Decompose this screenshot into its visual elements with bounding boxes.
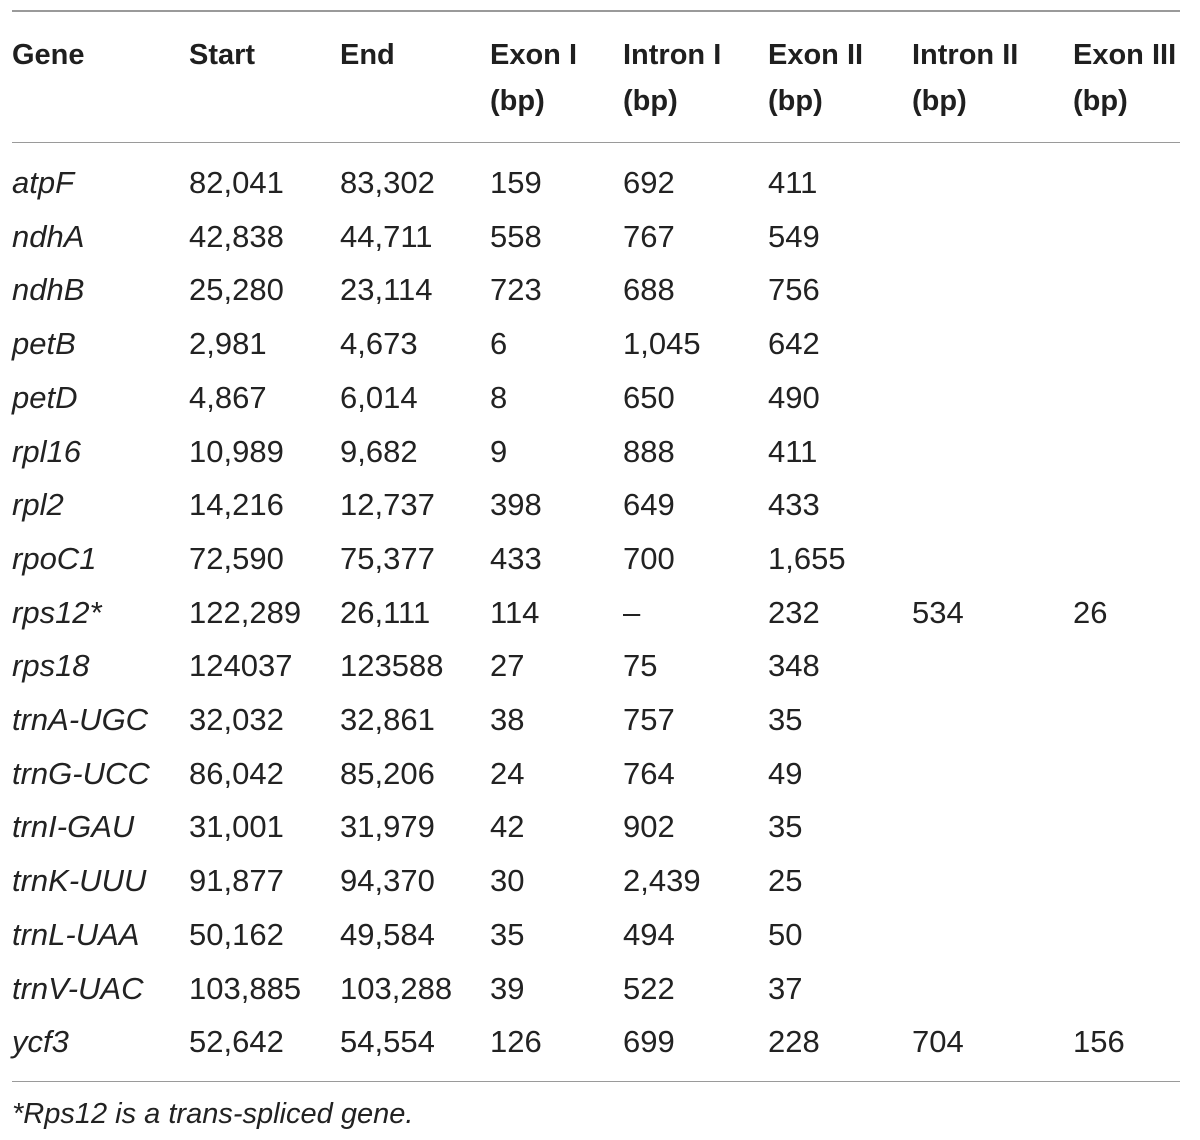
- cell-exon-ii: 50: [768, 916, 803, 952]
- cell-gene: ndhA: [12, 218, 85, 254]
- cell-exon-i: 38: [490, 702, 525, 738]
- cell-intron-i: 757: [623, 702, 675, 738]
- cell-start: 10,989: [189, 433, 284, 469]
- cell-end: 31,979: [340, 809, 435, 845]
- cell-intron-i: 1,045: [623, 326, 701, 362]
- table-row: [12, 1015, 1180, 1069]
- table-row: [12, 854, 1180, 908]
- cell-exon-iii: [1073, 263, 1180, 317]
- cell-end: 85,206: [340, 755, 435, 791]
- cell-exon-ii: 433: [768, 487, 820, 523]
- column-header-label: End: [340, 39, 395, 71]
- cell-intron-ii: [912, 156, 1073, 210]
- cell-exon-i: 9: [490, 433, 508, 469]
- cell-exon-iii: [1073, 317, 1180, 371]
- cell-exon-i: 39: [490, 970, 525, 1006]
- cell-gene: trnV-UAC: [12, 970, 144, 1006]
- cell-gene: trnI-GAU: [12, 809, 135, 845]
- cell-gene: trnA-UGC: [12, 702, 149, 738]
- cell-intron-ii: [912, 854, 1073, 908]
- cell-exon-i: 8: [490, 379, 508, 415]
- cell-gene: trnK-UUU: [12, 863, 147, 899]
- cell-intron-ii: [912, 478, 1073, 532]
- cell-end: 83,302: [340, 165, 435, 200]
- cell-start: 14,216: [189, 487, 284, 523]
- cell-intron-i: 522: [623, 970, 675, 1006]
- header-row: [12, 12, 1180, 142]
- table-row: [12, 263, 1180, 317]
- cell-intron-i: –: [623, 594, 641, 630]
- cell-end: 32,861: [340, 702, 435, 738]
- table-row: [12, 747, 1180, 801]
- cell-exon-iii: 26: [1073, 594, 1108, 630]
- column-header-unit: (bp): [912, 85, 967, 117]
- cell-intron-ii: 534: [912, 594, 964, 630]
- cell-start: 31,001: [189, 809, 284, 845]
- column-header-label: Intron I: [623, 39, 722, 71]
- cell-end: 23,114: [340, 272, 433, 308]
- cell-exon-i: 433: [490, 540, 542, 576]
- cell-gene: atpF: [12, 165, 75, 200]
- column-header-gene: [12, 12, 189, 142]
- cell-exon-ii: 35: [768, 809, 803, 845]
- cell-start: 50,162: [189, 916, 284, 952]
- cell-start: 52,642: [189, 1024, 284, 1060]
- cell-intron-ii: [912, 425, 1073, 479]
- cell-intron-ii: [912, 800, 1073, 854]
- cell-exon-ii: 25: [768, 863, 803, 899]
- cell-end: 6,014: [340, 379, 418, 415]
- cell-start: 82,041: [189, 165, 284, 200]
- cell-intron-i: 700: [623, 540, 675, 576]
- cell-end: 103,288: [340, 970, 453, 1006]
- table-body: [12, 156, 1180, 1069]
- cell-intron-i: 888: [623, 433, 675, 469]
- cell-intron-i: 902: [623, 809, 675, 845]
- cell-intron-i: 688: [623, 272, 675, 308]
- cell-gene: trnG-UCC: [12, 755, 150, 791]
- column-header-end: [340, 12, 490, 142]
- cell-exon-i: 27: [490, 648, 525, 684]
- table-header: [12, 12, 1180, 142]
- cell-intron-ii: [912, 317, 1073, 371]
- cell-gene: ycf3: [12, 1024, 69, 1060]
- table-row: [12, 586, 1180, 640]
- cell-exon-iii: [1073, 854, 1180, 908]
- column-header-exon-i: [490, 12, 623, 142]
- cell-exon-iii: 156: [1073, 1024, 1125, 1060]
- cell-start: 2,981: [189, 326, 267, 362]
- cell-exon-i: 558: [490, 218, 542, 254]
- gene-table-body: [12, 156, 1180, 1069]
- table-row: [12, 908, 1180, 962]
- cell-exon-ii: 1,655: [768, 540, 846, 576]
- column-header-start: [189, 12, 340, 142]
- cell-intron-ii: [912, 693, 1073, 747]
- cell-intron-ii: [912, 371, 1073, 425]
- cell-end: 75,377: [340, 540, 435, 576]
- table-row: [12, 425, 1180, 479]
- cell-intron-i: 767: [623, 218, 675, 254]
- cell-exon-i: 159: [490, 165, 542, 200]
- column-header-unit: (bp): [1073, 85, 1128, 117]
- cell-intron-i: 699: [623, 1024, 675, 1060]
- table-footnote: *Rps12 is a trans-spliced gene.: [12, 1097, 414, 1130]
- cell-intron-i: 75: [623, 648, 658, 684]
- cell-exon-i: 30: [490, 863, 525, 899]
- column-header-label: Intron II: [912, 39, 1019, 71]
- cell-exon-iii: [1073, 478, 1180, 532]
- column-header-unit: (bp): [768, 85, 823, 117]
- column-header-exon-ii: [768, 12, 912, 142]
- cell-exon-ii: 756: [768, 272, 820, 308]
- cell-exon-ii: 411: [768, 433, 818, 469]
- cell-end: 44,711: [340, 218, 433, 254]
- cell-intron-ii: [912, 263, 1073, 317]
- cell-intron-i: 764: [623, 755, 675, 791]
- cell-intron-ii: [912, 747, 1073, 801]
- cell-intron-i: 649: [623, 487, 675, 523]
- cell-intron-ii: [912, 908, 1073, 962]
- cell-intron-ii: 704: [912, 1024, 964, 1060]
- gene-table: [12, 12, 1180, 142]
- cell-end: 12,737: [340, 487, 435, 523]
- column-header-label: Exon II: [768, 39, 864, 71]
- cell-exon-i: 42: [490, 809, 525, 845]
- cell-gene: rps18: [12, 648, 90, 684]
- cell-exon-ii: 411: [768, 165, 818, 200]
- cell-intron-ii: [912, 532, 1073, 586]
- cell-exon-iii: [1073, 693, 1180, 747]
- cell-exon-ii: 549: [768, 218, 820, 254]
- column-header-intron-ii: [912, 12, 1073, 142]
- cell-intron-i: 494: [623, 916, 675, 952]
- cell-end: 9,682: [340, 433, 418, 469]
- cell-start: 103,885: [189, 970, 302, 1006]
- cell-gene: petD: [12, 379, 78, 415]
- cell-exon-iii: [1073, 156, 1180, 210]
- cell-exon-ii: 35: [768, 702, 803, 738]
- cell-exon-iii: [1073, 532, 1180, 586]
- cell-intron-ii: [912, 210, 1073, 264]
- cell-exon-i: 114: [490, 594, 540, 630]
- cell-exon-ii: 228: [768, 1024, 820, 1060]
- cell-exon-i: 6: [490, 326, 508, 362]
- cell-gene: petB: [12, 326, 76, 362]
- gene-table-container: [12, 10, 1180, 1134]
- table-row: [12, 532, 1180, 586]
- cell-gene: rpoC1: [12, 540, 97, 576]
- cell-exon-ii: 232: [768, 594, 820, 630]
- cell-exon-i: 723: [490, 272, 542, 308]
- column-header-label: Start: [189, 39, 256, 71]
- cell-exon-iii: [1073, 371, 1180, 425]
- cell-gene: rpl16: [12, 433, 81, 469]
- cell-start: 25,280: [189, 272, 284, 308]
- column-header-intron-i: [623, 12, 768, 142]
- cell-start: 91,877: [189, 863, 284, 899]
- column-header-unit: (bp): [623, 85, 678, 117]
- cell-exon-ii: 348: [768, 648, 820, 684]
- cell-gene: rps12*: [12, 594, 102, 630]
- cell-end: 123588: [340, 648, 444, 684]
- column-header-exon-iii: [1073, 12, 1180, 142]
- table-row: [12, 639, 1180, 693]
- cell-end: 49,584: [340, 916, 435, 952]
- cell-exon-iii: [1073, 425, 1180, 479]
- column-header-label: Gene: [12, 39, 85, 71]
- cell-start: 72,590: [189, 540, 284, 576]
- cell-gene: ndhB: [12, 272, 85, 308]
- cell-exon-i: 24: [490, 755, 525, 791]
- cell-start: 86,042: [189, 755, 284, 791]
- cell-exon-iii: [1073, 962, 1180, 1016]
- cell-end: 54,554: [340, 1024, 435, 1060]
- cell-start: 124037: [189, 648, 293, 684]
- cell-start: 42,838: [189, 218, 284, 254]
- cell-exon-iii: [1073, 210, 1180, 264]
- cell-start: 4,867: [189, 379, 267, 415]
- table-row: [12, 693, 1180, 747]
- table-row: [12, 478, 1180, 532]
- column-header-label: Exon I: [490, 39, 578, 71]
- cell-exon-iii: [1073, 908, 1180, 962]
- cell-intron-i: 692: [623, 165, 675, 200]
- cell-end: 26,111: [340, 594, 431, 630]
- cell-exon-i: 35: [490, 916, 525, 952]
- cell-exon-iii: [1073, 639, 1180, 693]
- cell-end: 94,370: [340, 863, 435, 899]
- column-header-label: Exon III: [1073, 39, 1177, 71]
- cell-end: 4,673: [340, 326, 418, 362]
- cell-start: 122,289: [189, 594, 302, 630]
- cell-intron-ii: [912, 962, 1073, 1016]
- cell-gene: rpl2: [12, 487, 64, 523]
- cell-exon-i: 126: [490, 1024, 542, 1060]
- table-row: [12, 210, 1180, 264]
- table-row: [12, 371, 1180, 425]
- cell-exon-ii: 49: [768, 755, 803, 791]
- cell-exon-iii: [1073, 747, 1180, 801]
- table-row: [12, 800, 1180, 854]
- cell-intron-ii: [912, 639, 1073, 693]
- table-row: [12, 962, 1180, 1016]
- cell-intron-i: 2,439: [623, 863, 701, 899]
- table-row: [12, 156, 1180, 210]
- table-row: [12, 317, 1180, 371]
- column-header-unit: [189, 78, 340, 124]
- cell-exon-iii: [1073, 800, 1180, 854]
- cell-exon-ii: 490: [768, 379, 820, 415]
- cell-exon-ii: 642: [768, 326, 820, 362]
- column-header-unit: [340, 78, 490, 124]
- cell-intron-i: 650: [623, 379, 675, 415]
- column-header-unit: [12, 78, 189, 124]
- column-header-unit: (bp): [490, 85, 545, 117]
- cell-gene: trnL-UAA: [12, 916, 140, 952]
- cell-start: 32,032: [189, 702, 284, 738]
- cell-exon-ii: 37: [768, 970, 803, 1006]
- cell-exon-i: 398: [490, 487, 542, 523]
